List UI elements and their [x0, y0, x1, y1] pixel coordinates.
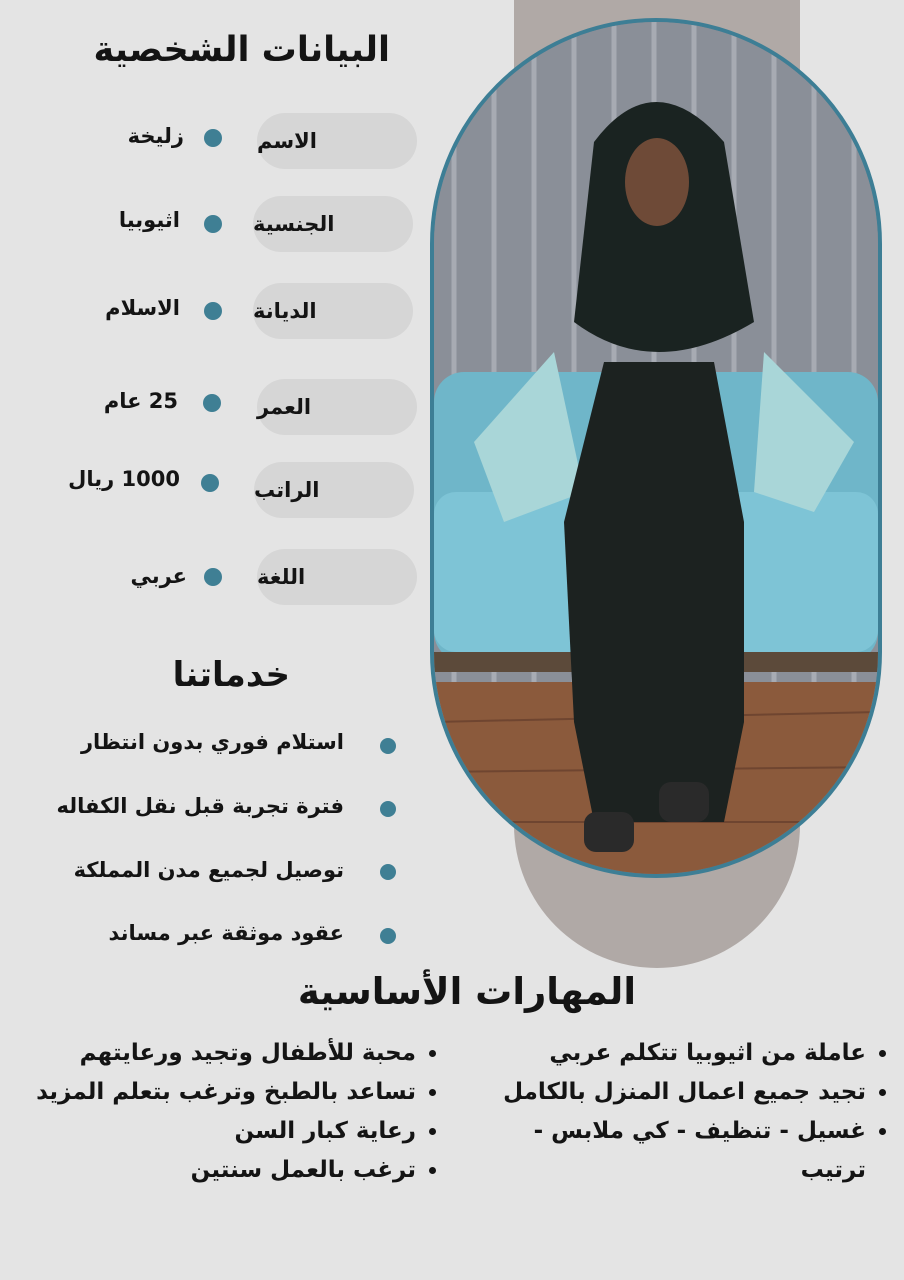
religion-label: الديانة — [253, 283, 413, 339]
skill-item: • ترغب بالعمل سنتين — [30, 1151, 416, 1190]
services-title: خدماتنا — [172, 655, 290, 695]
service-bullet-icon — [380, 928, 396, 944]
religion-bullet-icon — [204, 302, 222, 320]
skill-item: • محبة للأطفال وتجيد ورعايتهم — [30, 1034, 416, 1073]
skill-item: • تساعد بالطبخ وترغب بتعلم المزيد — [30, 1073, 416, 1112]
service-item: فترة تجربة قبل نقل الكفاله — [56, 794, 344, 818]
nationality-value: اثيوبيا — [118, 208, 180, 232]
language-value: عربي — [130, 564, 187, 588]
language-label: اللغة — [257, 549, 417, 605]
nationality-label: الجنسية — [253, 196, 413, 252]
age-label: العمر — [257, 379, 417, 435]
age-value: 25 عام — [103, 389, 178, 413]
salary-value: 1000 ريال — [68, 467, 180, 491]
personal-data-title: البيانات الشخصية — [93, 30, 390, 70]
skills-right-column — [462, 1034, 890, 1190]
service-item: توصيل لجميع مدن المملكة — [73, 858, 344, 882]
skills-title: المهارات الأساسية — [297, 970, 636, 1013]
salary-bullet-icon — [201, 474, 219, 492]
name-label: الاسم — [257, 113, 417, 169]
name-bullet-icon — [204, 129, 222, 147]
service-item: استلام فوري بدون انتظار — [80, 730, 344, 754]
salary-label: الراتب — [254, 462, 414, 518]
skill-item: • رعاية كبار السن — [30, 1112, 416, 1151]
service-item: عقود موثقة عبر مساند — [108, 921, 344, 945]
service-bullet-icon — [380, 801, 396, 817]
language-bullet-icon — [204, 568, 222, 586]
skill-item: • تجيد جميع اعمال المنزل بالكامل — [462, 1073, 866, 1112]
name-value: زليخة — [127, 124, 184, 148]
worker-photo — [430, 18, 882, 878]
service-bullet-icon — [380, 738, 396, 754]
service-bullet-icon — [380, 864, 396, 880]
skill-item: • غسيل - تنظيف - كي ملابس - ترتيب — [462, 1112, 866, 1190]
religion-value: الاسلام — [105, 296, 180, 320]
age-bullet-icon — [203, 394, 221, 412]
skill-item: • عاملة من اثيوبيا تتكلم عربي — [462, 1034, 866, 1073]
nationality-bullet-icon — [204, 215, 222, 233]
skills-left-column — [30, 1034, 440, 1190]
